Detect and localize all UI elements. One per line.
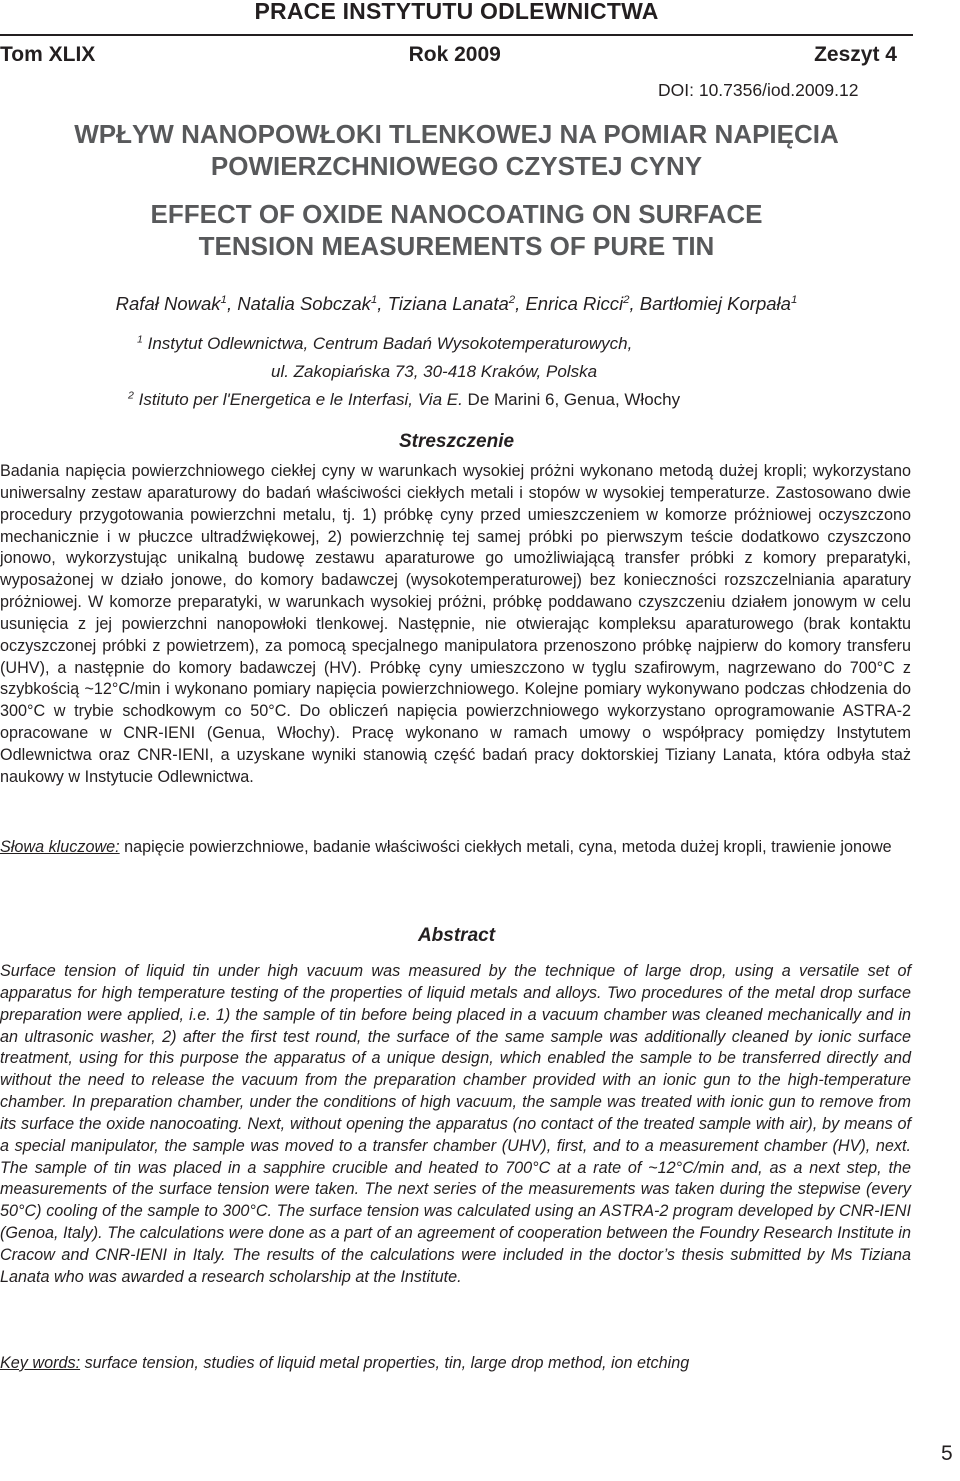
author-affiliation-mark: 2: [508, 293, 516, 306]
affiliation-mark: 1: [137, 333, 143, 346]
affiliation-mark: 2: [128, 389, 134, 402]
streszczenie-body: Badania napięcia powierzchniowego ciekłej cyny w warunkach wysokiej próżni wykonano metodą dużej kropli; wykorzystano uniwersalny zestaw aparaturowy do badań właściwości ciekłych metali i stopów w wysokiej temperaturze. Zastosowano dwie procedury przygotowania powierzchni metalu, tj. 1) próbkę cyny przed umieszczeniem w komorze próżniowej oczyszczono mechanicznie i w płuczce ultradźwiękowej, 2) powierzchnię tej samej próbki po pierwszym teście dodatkowo czyszczono jonowo, wykorzystując unikalną budowę zestawu aparaturowe go umożliwiającą transfer próbki z komory preparatyki, wyposażonej w działo jonowe, do komory badawczej (wysokotemperaturowej) bez konieczności rozszczelniania aparatury próżniowej. W komorze preparatyki, w warunkach wysokiej próżni, próbkę poddawano czyszczeniu działem jonowym w celu usunięcia z jej powierzchni nanopowłoki tlenkowej. Następnie, nie otwierając kompleksu aparaturowego (brak kontaktu oczyszczonej próbki z powietrzem), za pomocą specjalnego manipulatora przenoszono próbkę najpierw do komory transferu (UHV), a następnie do komory badawczej (HV). Próbkę cyny umieszczono w tyglu szafirowym, nagrzewano do 700°C z szybkością ~12°C/min i wykonano pomiary napięcia powierzchniowego. Kolejne pomiary wykonywano podczas chłodzenia do 300°C w trybie schodkowym co 50°C. Do obliczeń napięcia powierzchniowego wykorzystano oprogramowanie ASTRA-2 opracowane w CNR-IENI (Genua, Włochy). Pracę wykonano w ramach umowy o współpracy pomiędzy Instytutem Odlewnictwa oraz CNR-IENI, a uzyskane wyniki stanowią część badań pracy doktorskiej Tiziany Lanata, która odbyła staż naukowy w Instytucie Odlewnictwa.: [0, 462, 911, 786]
streszczenie-heading: Streszczenie: [398, 431, 515, 452]
year-label: Rok 2009: [408, 43, 501, 66]
header-divider: [0, 34, 913, 36]
abstract-heading: Abstract: [417, 925, 496, 946]
affiliation-text: Istituto per l'Energetica e le Interfasi, Via E.: [138, 390, 463, 409]
title-polish-line: POWIERZCHNIOWEGO CZYSTEJ CYNY: [210, 151, 703, 181]
title-english: [0, 198, 913, 262]
title-english-line: TENSION MEASUREMENTS OF PURE TIN: [198, 231, 715, 261]
keywords-label: Słowa kluczowe:: [0, 838, 120, 856]
doi-link[interactable]: DOI: 10.7356/iod.2009.12: [658, 80, 859, 100]
title-polish: [0, 118, 913, 182]
author-name: Natalia Sobczak: [237, 293, 371, 314]
keywords-english: [0, 1352, 911, 1374]
affiliation-text-upright: De Marini 6, Genua, Włochy: [462, 390, 681, 409]
issue-label: Zeszyt 4: [814, 43, 897, 66]
affiliation-1-line2: ul. Zakopiańska 73, 30-418 Kraków, Polska: [271, 362, 598, 381]
journal-title: PRACE INSTYTUTU ODLEWNICTWA: [254, 0, 659, 24]
author-affiliation-mark: 2: [623, 293, 630, 306]
author-list: Rafał Nowak$^1$, Natalia Sobczak$^1$, Tiziana Lanata$^2$, Enrica Ricci$^2$, Bartłomiej Korpała$^1$: [115, 293, 798, 314]
keywords-polish: [0, 836, 911, 858]
issue-info-row: [0, 43, 897, 67]
keywords-text: napięcie powierzchniowe, badanie właściwości ciekłych metali, cyna, metoda dużej kropli, trawienie jonowe: [119, 838, 892, 856]
keywords-label: Key words:: [0, 1354, 81, 1372]
author-name: Rafał Nowak: [115, 293, 221, 314]
affiliation-1-line1: [137, 330, 632, 358]
affiliation-text: Instytut Odlewnictwa, Centrum Badań Wysokotemperaturowych,: [147, 334, 633, 353]
author-name: Bartłomiej Korpała: [639, 293, 791, 314]
volume-label: Tom XLIX: [0, 43, 96, 66]
title-english-line: EFFECT OF OXIDE NANOCOATING ON SURFACE: [150, 199, 763, 229]
affiliation-2: [128, 386, 680, 414]
abstract-body: Surface tension of liquid tin under high vacuum was measured by the technique of large drop, using a versatile set of apparatus for high temperature testing of the properties of liquid metals and alloys. Two procedures of the metal drop surface preparation were applied, i.e. 1) the sample of tin before being placed in a vacuum chamber was cleaned mechanically and in an ultrasonic washer, 2) after the first test round, the surface of the same sample was additionally cleaned by ionic surface treatment, using for this purpose the apparatus of a unique design, which enabled the sample to be transferred directly and without the need to release the vacuum from the preparation chamber provided with an ionic gun to the high-temperature chamber. In preparation chamber, under the conditions of high vacuum, the sample was treated with ionic gun to remove from its surface the oxide nanocoating. Next, without opening the apparatus (no contact of the treated sample with air), by means of a special manipulator, the sample was moved to a transfer chamber (UHV), first, and to a measurement chamber (HV), next. The sample of tin was placed in a sapphire crucible and heated to 700°C at a rate of ~12°C/min and, as a next step, the measurements of the surface tension were taken. The next series of the measurements was taken during the stepwise (every 50°C) cooling of the sample to 300°C. The surface tension was calculated using an ASTRA-2 program developed by CNR-IENI (Genoa, Italy). The calculations were done as a part of an agreement of cooperation between the Foundry Research Institute in Cracow and CNR-IENI in Italy. The results of the calculations were included in the doctor’s thesis submitted by Ms Tiziana Lanata who was awarded a research scholarship at the Institute.: [0, 962, 911, 1286]
author-affiliation-mark: 1: [790, 293, 798, 306]
title-polish-line: WPŁYW NANOPOWŁOKI TLENKOWEJ NA POMIAR NAPIĘCIA: [74, 119, 839, 149]
keywords-text: surface tension, studies of liquid metal properties, tin, large drop method, ion etching: [80, 1354, 690, 1372]
author-name: Tiziana Lanata: [387, 293, 509, 314]
author-affiliation-mark: 1: [220, 293, 227, 306]
author-name: Enrica Ricci: [525, 293, 624, 314]
author-affiliation-mark: 1: [370, 293, 378, 306]
page-number: 5: [941, 1442, 953, 1465]
